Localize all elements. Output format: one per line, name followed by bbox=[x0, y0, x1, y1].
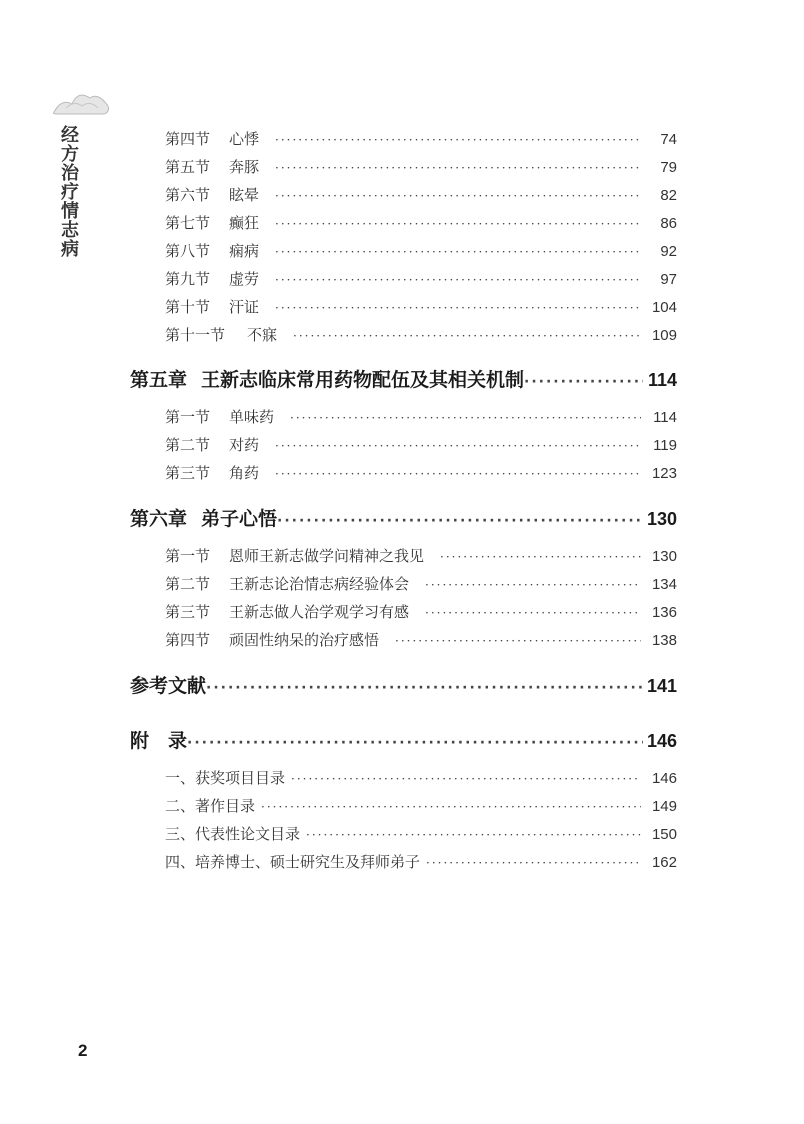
toc-entry[interactable] bbox=[165, 240, 677, 261]
toc-entry[interactable] bbox=[165, 573, 677, 594]
section-number: 第十节 bbox=[165, 298, 211, 316]
leader-dots bbox=[426, 856, 641, 870]
section-title: 虚劳 bbox=[229, 270, 260, 288]
leader-dots bbox=[425, 606, 641, 620]
toc-entry[interactable] bbox=[165, 296, 677, 317]
section-title: 眩晕 bbox=[229, 186, 260, 204]
leader-dots bbox=[275, 467, 641, 481]
page-number: 130 bbox=[651, 548, 677, 565]
section-title: 汗证 bbox=[229, 298, 260, 316]
toc-entry[interactable] bbox=[165, 324, 677, 345]
section-number: 第二节 bbox=[165, 436, 211, 454]
toc-entry[interactable] bbox=[165, 629, 677, 650]
section-number: 第八节 bbox=[165, 242, 211, 260]
section-title: 王新志做人治学观学习有感 bbox=[229, 603, 410, 621]
leader-dots bbox=[306, 828, 641, 842]
toc-chapter-6[interactable] bbox=[130, 504, 677, 531]
section-title: 对药 bbox=[229, 436, 260, 454]
section-title: 王新志论治情志病经验体会 bbox=[229, 575, 410, 593]
toc-entry[interactable] bbox=[165, 767, 677, 788]
section-title: 心悸 bbox=[229, 130, 260, 148]
toc-chapter-5[interactable] bbox=[130, 365, 677, 392]
section-number: 第一节 bbox=[165, 547, 211, 565]
page-number: 79 bbox=[660, 159, 677, 176]
page-number: 134 bbox=[651, 576, 677, 593]
page-number: 141 bbox=[646, 676, 677, 696]
title-char: 病 bbox=[61, 239, 79, 260]
leader-dots bbox=[440, 550, 641, 564]
page-number: 119 bbox=[653, 437, 677, 454]
section-title: 奔豚 bbox=[229, 158, 260, 176]
leader-dots bbox=[293, 329, 641, 343]
page-number: 74 bbox=[660, 131, 677, 148]
section-title: 二、著作目录 bbox=[165, 797, 256, 815]
toc-entry[interactable] bbox=[165, 406, 677, 427]
chapter-title: 参考文献 bbox=[130, 675, 207, 697]
chapter-title: 弟子心悟 bbox=[201, 508, 278, 530]
page-number: 136 bbox=[651, 604, 677, 621]
title-char: 经 bbox=[61, 125, 79, 146]
leader-dots bbox=[275, 273, 641, 287]
leader-dots bbox=[275, 189, 641, 203]
section-title: 角药 bbox=[229, 464, 260, 482]
section-number: 第七节 bbox=[165, 214, 211, 232]
leader-dots bbox=[261, 800, 641, 814]
toc-entry[interactable] bbox=[165, 184, 677, 205]
toc-entry[interactable] bbox=[165, 212, 677, 233]
leader-dots bbox=[275, 245, 641, 259]
section-number: 第二节 bbox=[165, 575, 211, 593]
toc-references[interactable] bbox=[130, 671, 677, 698]
toc-entry[interactable] bbox=[165, 795, 677, 816]
chapter-number: 第六章 bbox=[130, 508, 188, 530]
title-char: 情 bbox=[61, 201, 79, 222]
section-title: 痫病 bbox=[229, 242, 260, 260]
leader-dots bbox=[290, 411, 641, 425]
section-number: 第四节 bbox=[165, 130, 211, 148]
section-title: 四、培养博士、硕士研究生及拜师弟子 bbox=[165, 853, 421, 871]
page-number: 149 bbox=[651, 798, 677, 815]
toc-entry[interactable] bbox=[165, 156, 677, 177]
page-folio: 2 bbox=[78, 1041, 88, 1060]
cloud-mountain-logo bbox=[52, 84, 112, 118]
leader-dots bbox=[275, 133, 641, 147]
section-number: 第九节 bbox=[165, 270, 211, 288]
chapter-title: 王新志临床常用药物配伍及其相关机制 bbox=[201, 369, 525, 391]
page-number: 130 bbox=[646, 509, 677, 529]
title-char: 志 bbox=[61, 220, 79, 241]
chapter-number: 第五章 bbox=[130, 369, 188, 391]
leader-dots bbox=[524, 374, 643, 390]
section-title: 不寐 bbox=[247, 326, 278, 344]
page-number: 146 bbox=[651, 770, 677, 787]
page-number: 82 bbox=[660, 187, 677, 204]
section-title: 一、获奖项目目录 bbox=[165, 769, 286, 787]
toc-entry[interactable] bbox=[165, 128, 677, 149]
section-number: 第三节 bbox=[165, 603, 211, 621]
section-title: 顽固性纳呆的治疗感悟 bbox=[229, 631, 380, 649]
leader-dots bbox=[275, 301, 641, 315]
page-number: 138 bbox=[651, 632, 677, 649]
section-title: 恩师王新志做学问精神之我见 bbox=[229, 547, 425, 565]
leader-dots bbox=[187, 735, 643, 751]
toc-appendix[interactable] bbox=[130, 726, 677, 753]
page-number: 97 bbox=[660, 271, 677, 288]
page-number: 109 bbox=[651, 327, 677, 344]
section-number: 第五节 bbox=[165, 158, 211, 176]
chapter-title: 附 录 bbox=[130, 730, 188, 752]
page-number: 123 bbox=[651, 465, 677, 482]
toc-entry[interactable] bbox=[165, 851, 677, 872]
section-number: 第四节 bbox=[165, 631, 211, 649]
section-title: 单味药 bbox=[229, 408, 275, 426]
title-char: 方 bbox=[61, 144, 79, 165]
page-number: 92 bbox=[660, 243, 677, 260]
toc-entry[interactable] bbox=[165, 823, 677, 844]
leader-dots bbox=[275, 217, 641, 231]
toc-entry[interactable] bbox=[165, 545, 677, 566]
page-number: 86 bbox=[660, 215, 677, 232]
leader-dots bbox=[291, 772, 641, 786]
page-number: 146 bbox=[646, 731, 677, 751]
section-number: 第一节 bbox=[165, 408, 211, 426]
page-number: 150 bbox=[651, 826, 677, 843]
leader-dots bbox=[206, 680, 643, 696]
section-number: 第六节 bbox=[165, 186, 211, 204]
page-number: 114 bbox=[647, 370, 677, 390]
leader-dots bbox=[277, 513, 643, 529]
page-number: 114 bbox=[653, 409, 677, 426]
leader-dots bbox=[275, 161, 641, 175]
page-number: 162 bbox=[651, 854, 677, 871]
leader-dots bbox=[275, 439, 641, 453]
section-title: 癫狂 bbox=[229, 214, 260, 232]
section-number: 第三节 bbox=[165, 464, 211, 482]
toc-entry[interactable] bbox=[165, 601, 677, 622]
page-number: 104 bbox=[651, 299, 677, 316]
section-number: 第十一节 bbox=[165, 326, 226, 344]
leader-dots bbox=[425, 578, 641, 592]
title-char: 治 bbox=[61, 163, 79, 184]
title-char: 疗 bbox=[61, 182, 79, 203]
section-title: 三、代表性论文目录 bbox=[165, 825, 301, 843]
toc-entry[interactable] bbox=[165, 462, 677, 483]
toc-entry[interactable] bbox=[165, 268, 677, 289]
leader-dots bbox=[395, 634, 641, 648]
book-title-vertical bbox=[60, 126, 80, 259]
toc-entry[interactable] bbox=[165, 434, 677, 455]
